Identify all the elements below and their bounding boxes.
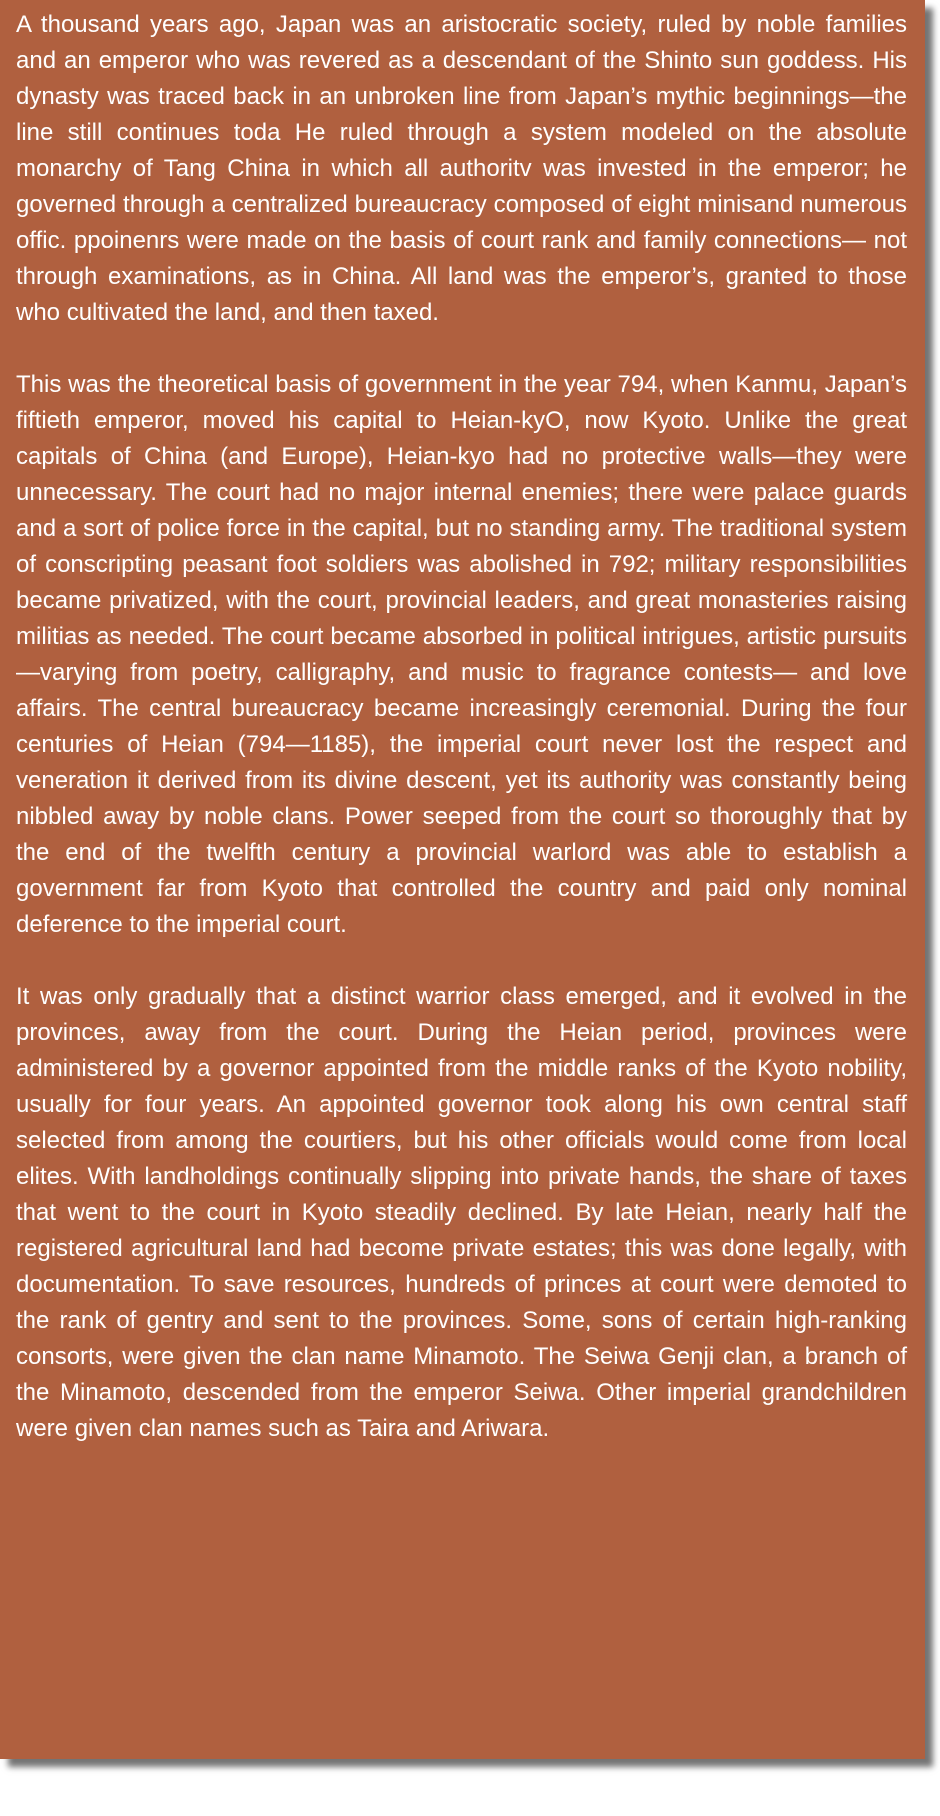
paragraph-2: This was the theoretical basis of government in the year 794, when Kanmu, Japan’s fiftieth emperor, moved his capital to Heian-kyO, now Kyoto. Unlike the great capitals of China (and Europe), Heian-kyo had no protective walls—they were unnecessary. The court had no major internal enemies; there were palace guards and a sort of police force in the capital, but no standing army. The traditional system of conscripting peasant foot soldiers was abolished in 792; military responsibilities became privatized, with the court, provincial leaders, and great monasteries raising militias as needed. The court became absorbed in political intrigues, artistic pursuits—varying from poetry, calligraphy, and music to fragrance contests— and love affairs. The central bureaucracy became increasingly ceremonial. During the four centuries of Heian (794—1185), the imperial court never lost the respect and veneration it derived from its divine descent, yet its authority was constantly being nibbled away by noble clans. Power seeped from the court so thoroughly that by the end of the twelfth century a provincial warlord was able to establish a government far from Kyoto that controlled the country and paid only nominal deference to the imperial court. bbox=[16, 371, 907, 938]
paragraph-3: It was only gradually that a distinct warrior class emerged, and it evolved in the provinces, away from the court. During the Heian period, provinces were administered by a governor appointed from the middle ranks of the Kyoto nobility, usually for four years. An appointed governor took along his own central staff selected from among the courtiers, but his other officials would come from local elites. With landholdings continually slipping into private hands, the share of taxes that went to the court in Kyoto steadily declined. By late Heian, nearly half the registered agricultural land had become private estates; this was done legally, with documentation. To save resources, hundreds of princes at court were demoted to the rank of gentry and sent to the provinces. Some, sons of certain high-ranking consorts, were given the clan name Minamoto. The Seiwa Genji clan, a branch of the Minamoto, descended from the emperor Seiwa. Other imperial grandchildren were given clan names such as Taira and Ariwara. bbox=[16, 983, 907, 1442]
paragraph-1: A thousand years ago, Japan was an aristocratic society, ruled by noble families and an emperor who was revered as a descendant of the Shinto sun goddess. His dynasty was traced back in an unbroken line from Japan’s mythic beginnings—the line still continues toda He ruled through a system modeled on the absolute monarchy of Tang China in which all authoritv was invested in the emperor; he governed through a centralized bureaucracy composed of eight minisand numerous offic. ppoinenrs were made on the basis of court rank and family connections— not through examinations, as in China. All land was the emperor’s, granted to those who cultivated the land, and then taxed. bbox=[16, 11, 907, 326]
